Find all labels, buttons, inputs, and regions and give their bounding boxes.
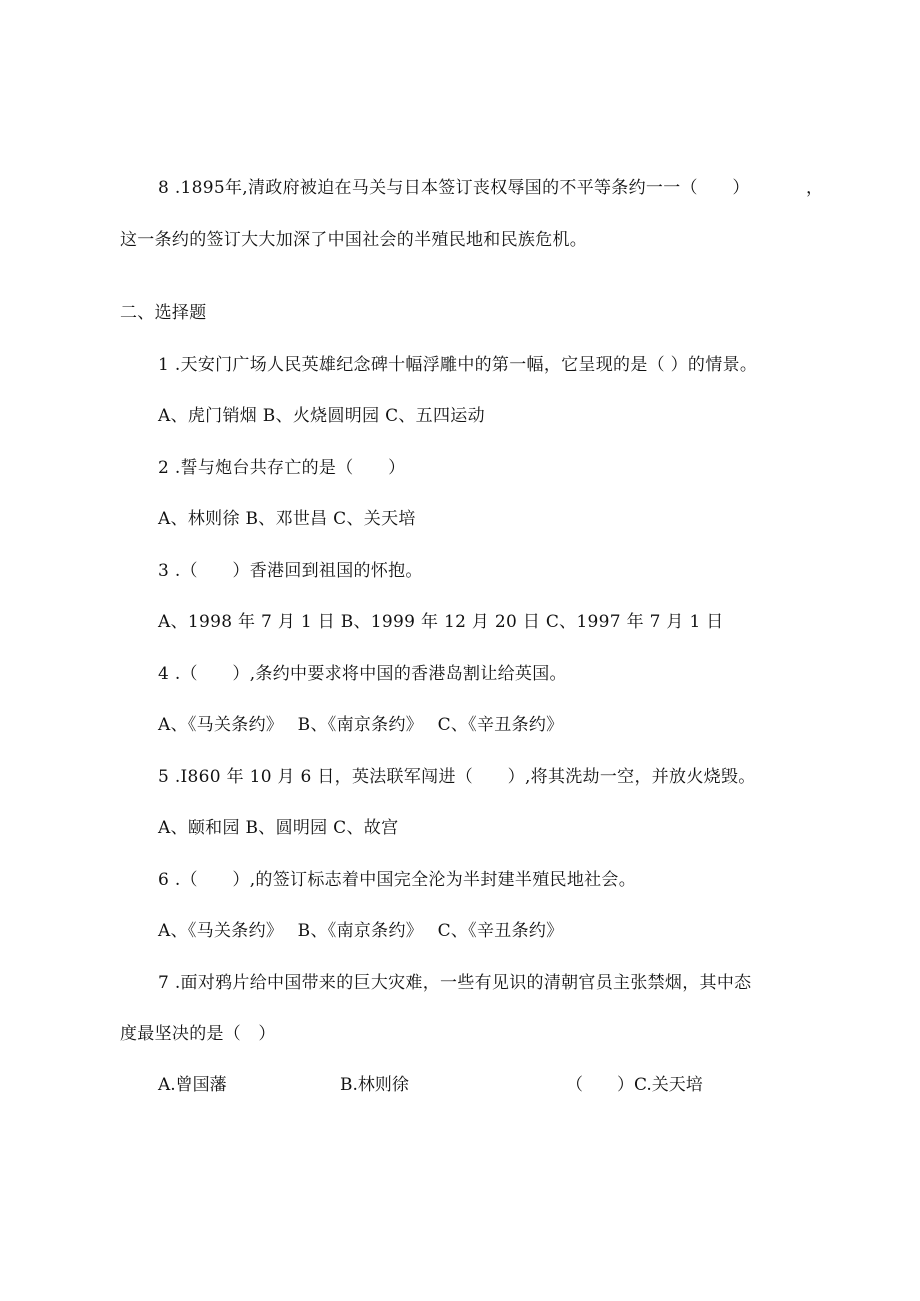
question-1-stem: 1 .天安门广场人民英雄纪念碑十幅浮雕中的第一幅，它呈现的是（ ）的情景。 [158, 355, 758, 375]
question-7-stem-line1: 7 .面对鸦片给中国带来的巨大灾难，一些有见识的清朝官员主张禁烟，其中态 [158, 973, 752, 993]
question-2-options: A、林则徐 B、邓世昌 C、关天培 [158, 509, 416, 529]
question-1-options: A、虎门销烟 B、火烧圆明园 C、五四运动 [158, 406, 485, 426]
q8-line1: 8 .1895年,清政府被迫在马关与日本签订丧权辱国的不平等条约一一（ ） [158, 178, 750, 198]
q8-line2: 这一条约的签订大大加深了中国社会的半殖民地和民族危机。 [120, 230, 588, 250]
question-3-stem: 3 .（ ）香港回到祖国的怀抱。 [158, 561, 423, 581]
question-4-options: A、《马关条约》 B、《南京条约》 C、《辛丑条约》 [158, 715, 564, 735]
section-title: 二、选择题 [120, 303, 207, 323]
q8-tail: ， [806, 178, 824, 198]
question-4-stem: 4 .（ ）,条约中要求将中国的香港岛割让给英国。 [158, 664, 567, 684]
question-6-options: A、《马关条约》 B、《南京条约》 C、《辛丑条约》 [158, 921, 564, 941]
question-7-option-b: B.林则徐 [340, 1075, 409, 1095]
question-5-options: A、颐和园 B、圆明园 C、故宫 [158, 818, 399, 838]
question-7-option-c: （ ）C.关天培 [566, 1075, 703, 1095]
question-7-stem-line2: 度最坚决的是（ ） [120, 1024, 276, 1044]
question-3-options: A、1998 年 7 月 1 日 B、1999 年 12 月 20 日 C、1997 年 7 月 1 日 [158, 612, 724, 632]
question-2-stem: 2 .誓与炮台共存亡的是（ ） [158, 458, 406, 478]
question-5-stem: 5 .I860 年 10 月 6 日，英法联军闯进（ ）,将其洗劫一空，并放火烧毁。 [158, 767, 756, 787]
question-7-option-a: A.曾国藩 [158, 1075, 227, 1095]
question-6-stem: 6 .（ ）,的签订标志着中国完全沦为半封建半殖民地社会。 [158, 870, 637, 890]
